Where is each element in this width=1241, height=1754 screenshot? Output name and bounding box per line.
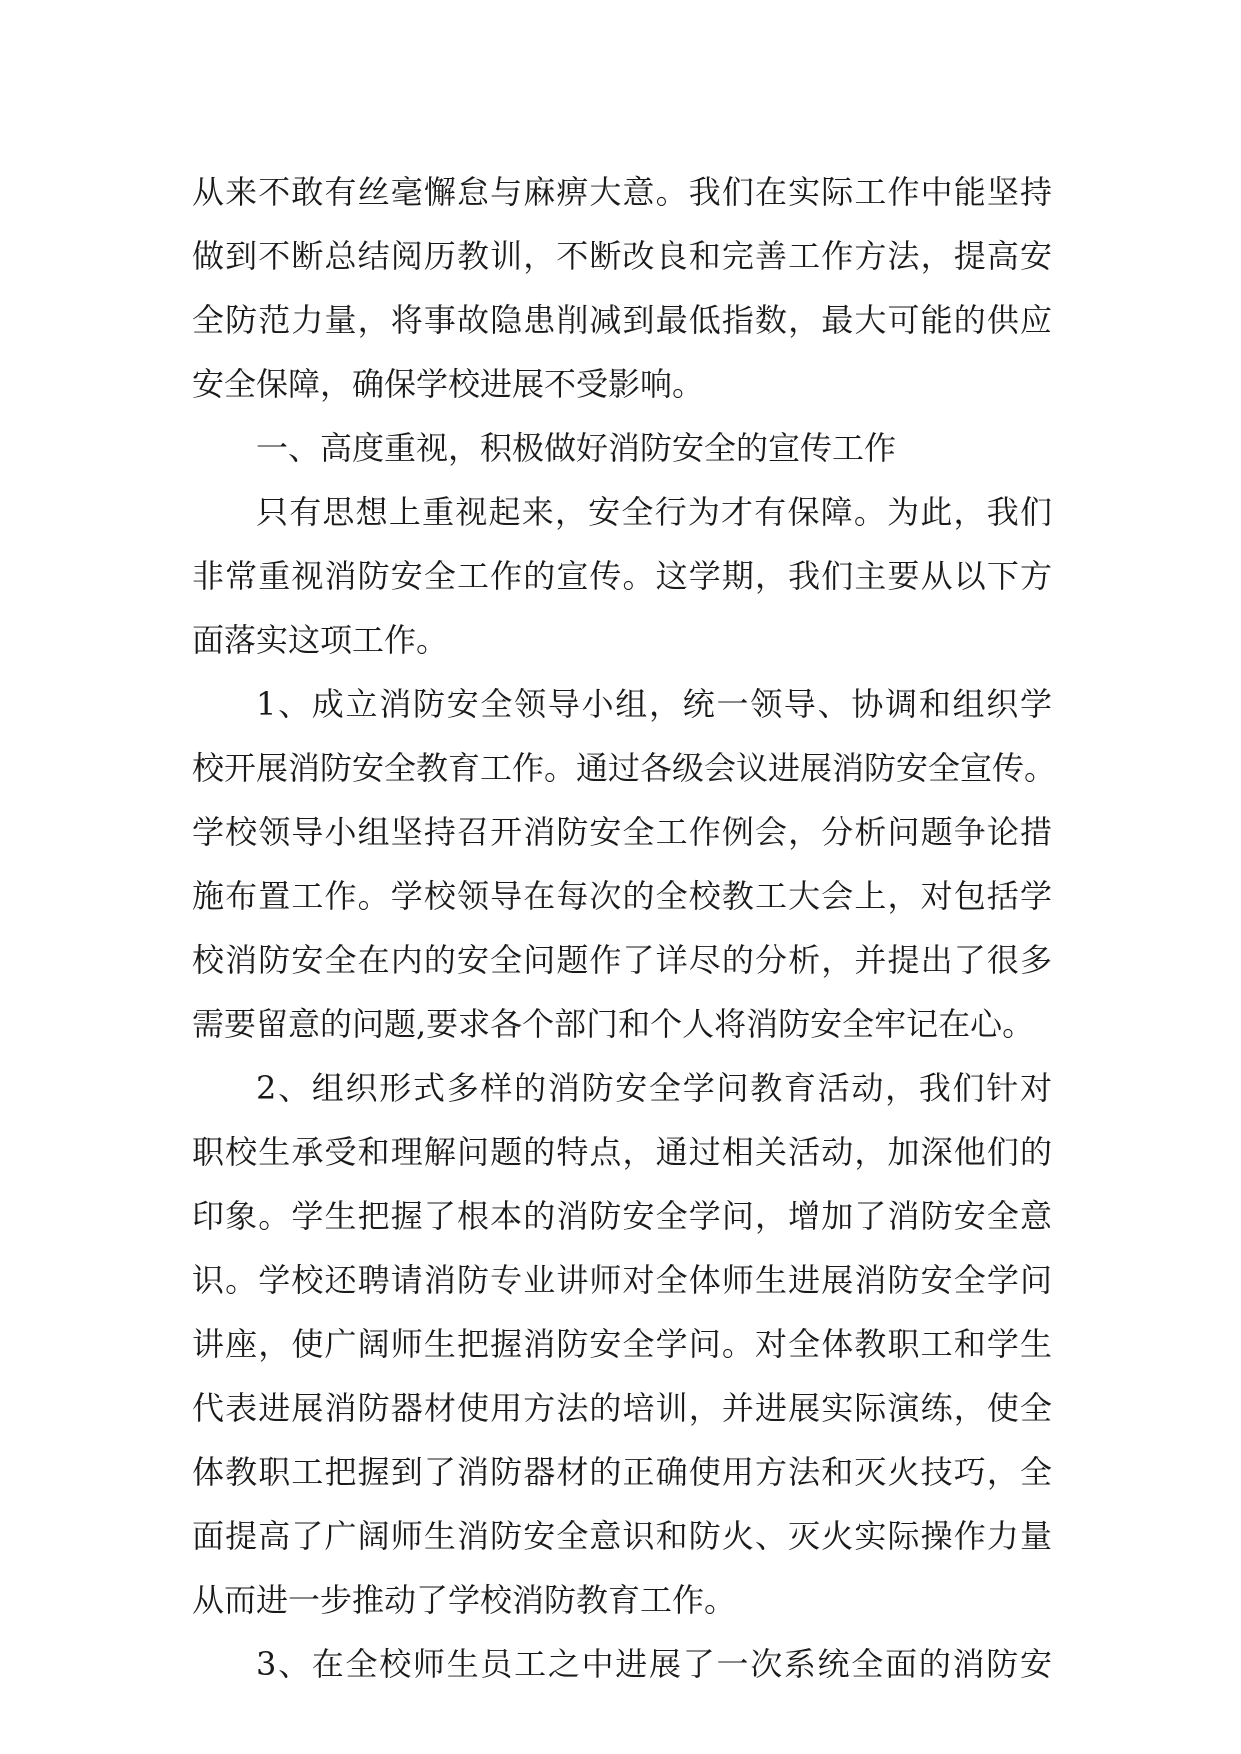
text-line: 施布置工作。学校领导在每次的全校教工大会上，对包括学 — [192, 877, 1052, 915]
text-line: 需要留意的问题,要求各个部门和个人将消防安全牢记在心。 — [192, 1005, 1035, 1043]
section-heading: 一、高度重视，积极做好消防安全的宣传工作 — [256, 429, 897, 467]
text-line: 代表进展消防器材使用方法的培训，并进展实际演练，使全 — [192, 1389, 1052, 1427]
text-line: 安全保障，确保学校进展不受影响。 — [192, 365, 705, 403]
text-line: 全防范力量，将事故隐患削减到最低指数，最大可能的供应 — [192, 301, 1052, 339]
text-line: 职校生承受和理解问题的特点，通过相关活动，加深他们的 — [192, 1133, 1052, 1171]
text-line: 学校领导小组坚持召开消防安全工作例会，分析问题争论措 — [192, 813, 1052, 851]
text-line: 3、在全校师生员工之中进展了一次系统全面的消防安 — [256, 1645, 1052, 1683]
text-line: 校消防安全在内的安全问题作了详尽的分析，并提出了很多 — [192, 941, 1052, 979]
text-line: 从而进一步推动了学校消防教育工作。 — [192, 1581, 737, 1619]
text-line: 体教职工把握到了消防器材的正确使用方法和灭火技巧，全 — [192, 1453, 1052, 1491]
text-line: 做到不断总结阅历教训，不断改良和完善工作方法，提高安 — [192, 237, 1052, 275]
text-line: 讲座，使广阔师生把握消防安全学问。对全体教职工和学生 — [192, 1325, 1052, 1363]
text-line: 2、组织形式多样的消防安全学问教育活动，我们针对 — [256, 1069, 1052, 1107]
text-line: 面落实这项工作。 — [192, 621, 449, 659]
text-line: 校开展消防安全教育工作。通过各级会议进展消防安全宣传。 — [192, 749, 1057, 787]
text-line: 非常重视消防安全工作的宣传。这学期，我们主要从以下方 — [192, 557, 1052, 595]
text-line: 印象。学生把握了根本的消防安全学问，增加了消防安全意 — [192, 1197, 1052, 1235]
text-line: 1、成立消防安全领导小组，统一领导、协调和组织学 — [256, 685, 1052, 723]
body-text — [192, 160, 1057, 1696]
text-line: 从来不敢有丝毫懈怠与麻痹大意。我们在实际工作中能坚持 — [192, 173, 1052, 211]
text-line: 识。学校还聘请消防专业讲师对全体师生进展消防安全学问 — [192, 1261, 1052, 1299]
text-line: 面提高了广阔师生消防安全意识和防火、灭火实际操作力量 — [192, 1517, 1052, 1555]
text-line: 只有思想上重视起来，安全行为才有保障。为此，我们 — [256, 493, 1052, 531]
